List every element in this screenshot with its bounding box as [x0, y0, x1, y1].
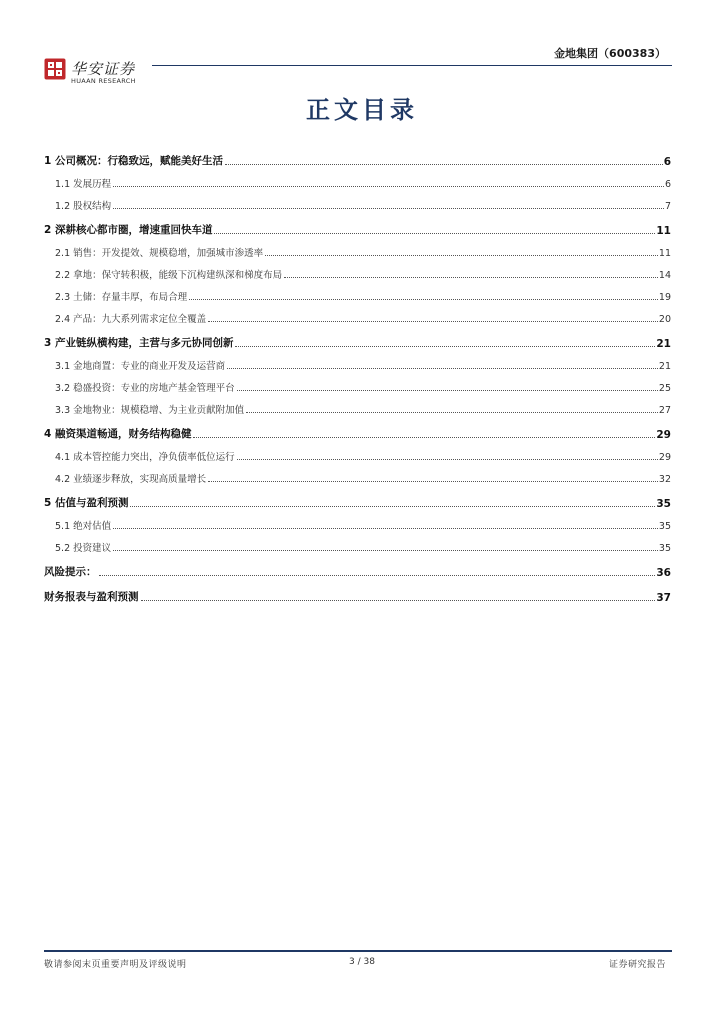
page-title: 正文目录 — [306, 95, 418, 124]
footer-divider — [44, 950, 672, 952]
footer-report-type: 证券研究报告 — [608, 960, 666, 970]
toc-page-number: 36 — [656, 567, 671, 579]
toc-chapter-entry[interactable] — [44, 495, 671, 510]
toc-entry-title: 5.2 投资建议 — [55, 543, 112, 554]
toc-page-number: 29 — [658, 452, 671, 463]
toc-page-number: 14 — [658, 270, 671, 281]
toc-dot-leader — [113, 186, 664, 187]
toc-entry-title: 5 估值与盈利预测 — [44, 497, 129, 509]
toc-dot-leader — [227, 368, 658, 369]
page-indicator: 3 / 38 — [349, 957, 375, 967]
toc-page-number: 35 — [658, 521, 671, 532]
toc-section-entry[interactable] — [44, 402, 671, 416]
company-name: 金地集团（600383） — [554, 47, 666, 60]
toc-chapter-entry[interactable] — [44, 589, 671, 604]
toc-dot-leader — [208, 481, 658, 482]
table-of-contents — [44, 148, 671, 604]
toc-page-number: 20 — [658, 314, 671, 325]
toc-dot-leader — [113, 550, 658, 551]
toc-dot-leader — [284, 277, 658, 278]
toc-page-number: 37 — [656, 592, 671, 604]
toc-page-number: 25 — [658, 383, 671, 394]
toc-dot-leader — [113, 208, 664, 209]
footer-disclaimer: 敬请参阅末页重要声明及评级说明 — [44, 960, 187, 970]
toc-section-entry[interactable] — [44, 289, 671, 303]
logo-english-text: HUAAN RESEARCH — [71, 77, 136, 85]
toc-section-entry[interactable] — [44, 471, 671, 485]
toc-entry-title: 3 产业链纵横构建，主营与多元协同创新 — [44, 337, 234, 349]
toc-dot-leader — [237, 459, 658, 460]
toc-entry-title: 3.2 稳盛投资：专业的房地产基金管理平台 — [55, 383, 235, 394]
toc-page-number: 11 — [656, 225, 671, 237]
toc-section-entry[interactable] — [44, 518, 671, 532]
toc-page-number: 21 — [656, 338, 671, 350]
toc-page-number: 27 — [658, 405, 671, 416]
toc-entry-title: 1 公司概况：行稳致远，赋能美好生活 — [44, 155, 223, 167]
toc-entry-title: 5.1 绝对估值 — [55, 521, 112, 532]
toc-entry-title: 4 融资渠道畅通，财务结构稳健 — [44, 428, 192, 440]
toc-page-number: 35 — [656, 498, 671, 510]
toc-page-number: 11 — [658, 248, 671, 259]
toc-section-entry[interactable] — [44, 245, 671, 259]
logo-chinese-text: 华安证券 — [71, 60, 136, 78]
toc-entry-title: 2.2 拿地：保守转积极，能级下沉构建纵深和梯度布局 — [55, 270, 283, 281]
toc-chapter-entry[interactable] — [44, 153, 671, 168]
toc-entry-title: 2.4 产品：九大系列需求定位全覆盖 — [55, 314, 207, 325]
toc-page-number: 7 — [664, 201, 671, 212]
toc-entry-title: 1.2 股权结构 — [55, 201, 112, 212]
toc-section-entry[interactable] — [44, 176, 671, 190]
toc-entry-title: 4.2 业绩逐步释放，实现高质量增长 — [55, 474, 207, 485]
toc-dot-leader — [265, 255, 658, 256]
huaan-logo — [44, 58, 144, 88]
toc-dot-leader — [235, 346, 655, 347]
toc-page-number: 21 — [658, 361, 671, 372]
toc-entry-title: 3.3 金地物业：规模稳增、为主业贡献附加值 — [55, 405, 245, 416]
toc-dot-leader — [130, 506, 655, 507]
toc-section-entry[interactable] — [44, 198, 671, 212]
toc-section-entry[interactable] — [44, 540, 671, 554]
toc-dot-leader — [141, 600, 656, 601]
toc-entry-title: 2.1 销售：开发提效、规模稳增，加强城市渗透率 — [55, 248, 264, 259]
toc-chapter-entry[interactable] — [44, 335, 671, 350]
toc-dot-leader — [225, 164, 663, 165]
toc-entry-title: 4.1 成本管控能力突出，净负债率低位运行 — [55, 452, 235, 463]
huaan-logo-icon — [44, 58, 66, 80]
toc-dot-leader — [99, 575, 656, 576]
toc-page-number: 19 — [658, 292, 671, 303]
toc-section-entry[interactable] — [44, 358, 671, 372]
toc-page-number: 35 — [658, 543, 671, 554]
toc-chapter-entry[interactable] — [44, 222, 671, 237]
toc-section-entry[interactable] — [44, 267, 671, 281]
toc-chapter-entry[interactable] — [44, 426, 671, 441]
toc-dot-leader — [237, 390, 658, 391]
toc-dot-leader — [208, 321, 658, 322]
toc-entry-title: 2.3 土储：存量丰厚，布局合理 — [55, 292, 188, 303]
toc-dot-leader — [193, 437, 655, 438]
toc-dot-leader — [189, 299, 658, 300]
toc-page-number: 6 — [663, 156, 671, 168]
toc-entry-title: 2 深耕核心都市圈，增速重回快车道 — [44, 224, 213, 236]
toc-entry-title: 风险提示： — [44, 566, 97, 578]
toc-chapter-entry[interactable] — [44, 564, 671, 579]
toc-dot-leader — [113, 528, 658, 529]
toc-dot-leader — [246, 412, 658, 413]
toc-dot-leader — [214, 233, 655, 234]
toc-section-entry[interactable] — [44, 449, 671, 463]
header-divider — [152, 65, 672, 66]
toc-page-number: 29 — [656, 429, 671, 441]
toc-section-entry[interactable] — [44, 380, 671, 394]
toc-entry-title: 3.1 金地商置：专业的商业开发及运营商 — [55, 361, 226, 372]
toc-entry-title: 财务报表与盈利预测 — [44, 591, 139, 603]
toc-page-number: 6 — [664, 179, 671, 190]
toc-section-entry[interactable] — [44, 311, 671, 325]
toc-page-number: 32 — [658, 474, 671, 485]
toc-entry-title: 1.1 发展历程 — [55, 179, 112, 190]
